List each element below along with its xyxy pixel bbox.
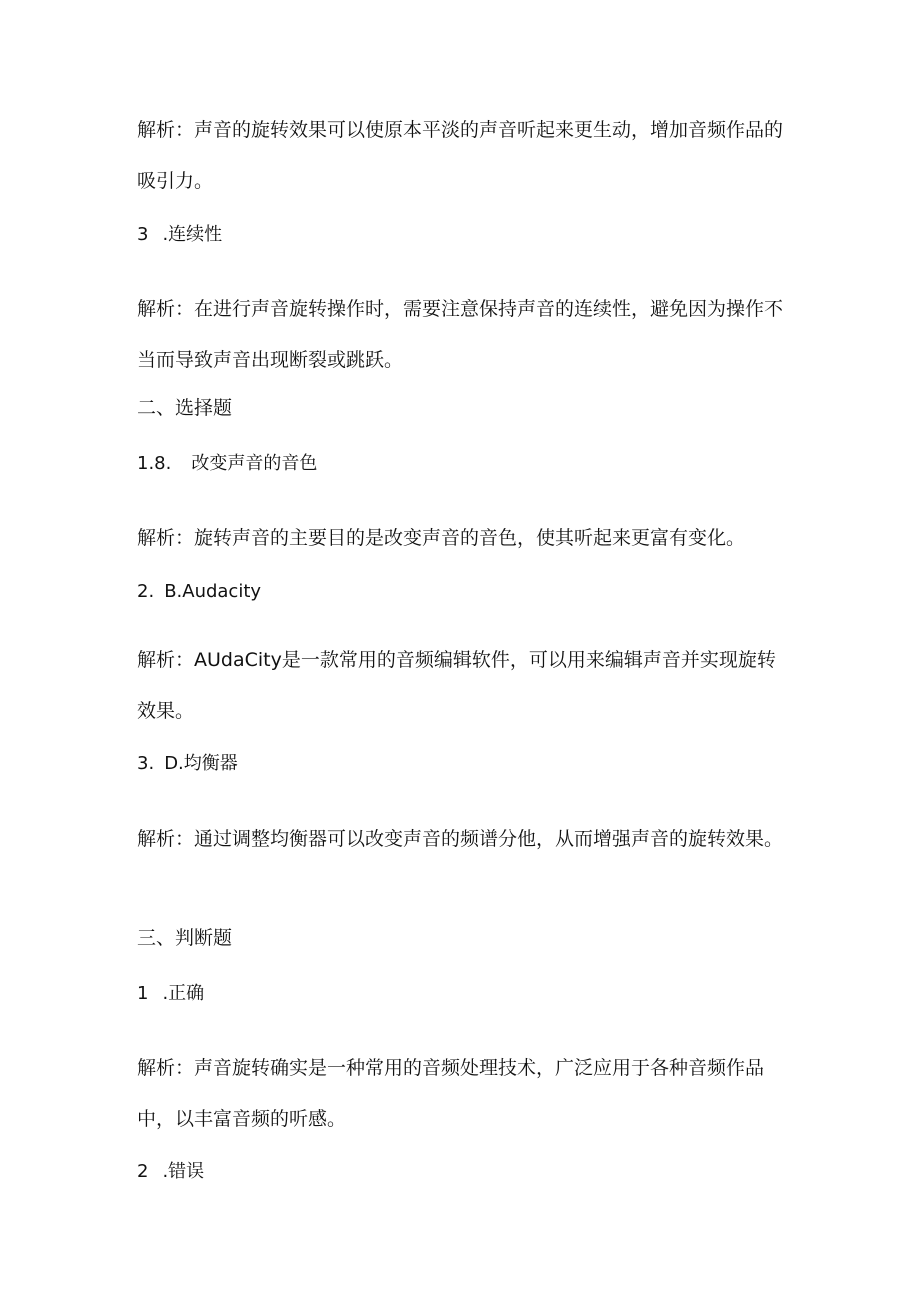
- analysis-paragraph: 解析：AUdaCity是一款常用的音频编辑软件，可以用来编辑声音并实现旋转效果。: [137, 649, 776, 722]
- section-heading: 二、选择题: [137, 397, 233, 419]
- section-heading: 三、判断题: [137, 927, 233, 949]
- answer-item: [137, 1160, 204, 1184]
- analysis-paragraph: 解析：声音的旋转效果可以使原本平淡的声音听起来更生动，增加音频作品的吸引力。: [137, 119, 784, 192]
- item-label: .错误: [162, 1161, 205, 1182]
- analysis-paragraph: 解析：旋转声音的主要目的是改变声音的音色，使其听起来更富有变化。: [137, 527, 746, 549]
- analysis-paragraph: 解析：声音旋转确实是一种常用的音频处理技术，广泛应用于各种音频作品中，以丰富音频的听感。: [137, 1057, 765, 1130]
- item-number: 3.: [137, 753, 155, 774]
- answer-item: [137, 452, 317, 476]
- answer-item: [137, 580, 261, 604]
- item-label: D.均衡器: [164, 753, 238, 774]
- item-label: B.Audacity: [164, 581, 262, 602]
- answer-item: [137, 223, 222, 247]
- analysis-paragraph: 解析：通过调整均衡器可以改变声音的频谱分他，从而增强声音的旋转效果。: [137, 828, 784, 850]
- item-number: 1.8.: [137, 453, 172, 474]
- answer-item: [137, 752, 238, 776]
- item-label: .正确: [162, 983, 205, 1004]
- item-label: .连续性: [162, 224, 223, 245]
- answer-item: [137, 982, 204, 1006]
- item-number: 3: [137, 224, 149, 245]
- item-label: 改变声音的音色: [191, 453, 318, 474]
- analysis-paragraph: 解析：在进行声音旋转操作时，需要注意保持声音的连续性，避免因为操作不当而导致声音出现断裂或跳跃。: [137, 298, 784, 371]
- item-number: 2: [137, 1161, 149, 1182]
- item-number: 1: [137, 983, 149, 1004]
- item-number: 2.: [137, 581, 155, 602]
